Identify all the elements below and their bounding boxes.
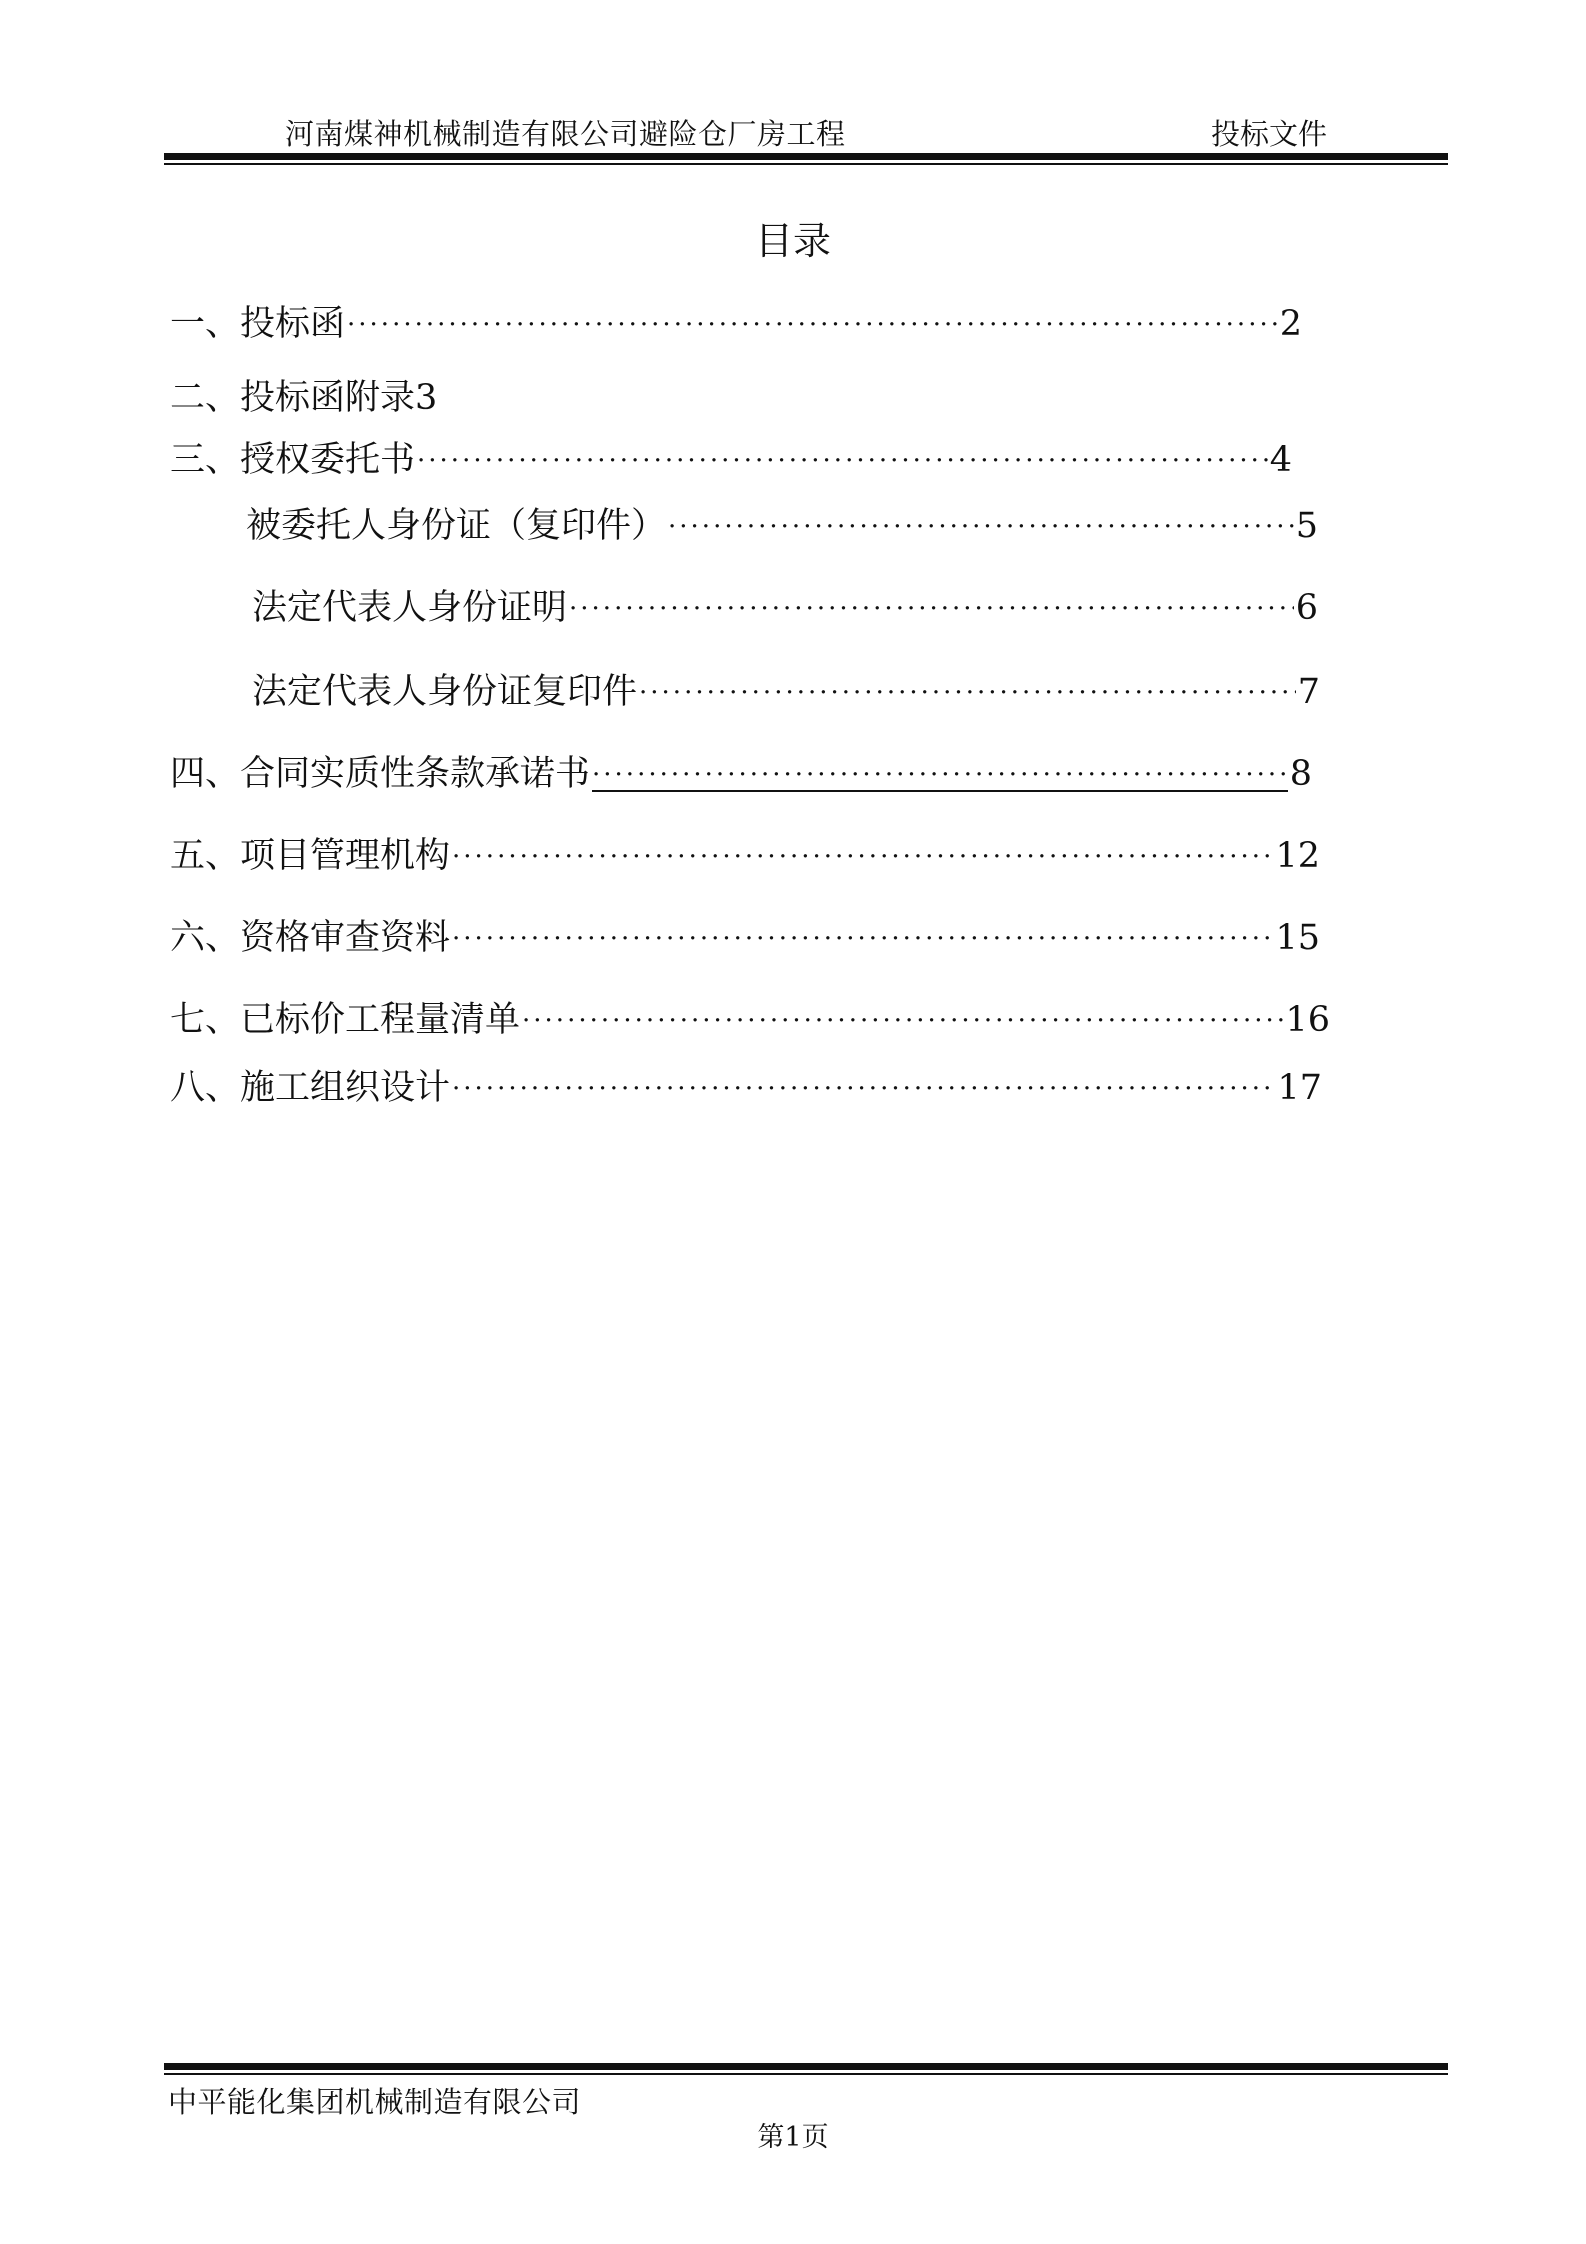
- toc-entry-label: 三、授权委托书: [170, 440, 416, 480]
- toc-entry[interactable]: [246, 498, 1318, 548]
- toc-entry-page: 5: [1295, 506, 1318, 546]
- toc-leader-dots: [452, 1074, 1275, 1104]
- toc-entry[interactable]: [252, 664, 1320, 714]
- toc-leader-dots: [569, 594, 1294, 624]
- toc-entry-label: 二、投标函附录3: [170, 378, 438, 418]
- toc-entry-label: 七、已标价工程量清单: [170, 1000, 521, 1040]
- footer-rule-thin: [164, 2073, 1448, 2075]
- footer-page-number: 第1页: [757, 2122, 829, 2153]
- toc-leader-dots: [417, 446, 1268, 476]
- toc-entry-page: 7: [1297, 672, 1320, 712]
- toc-entry-label: 法定代表人身份证复印件: [252, 672, 638, 712]
- header-project-title: 河南煤神机械制造有限公司避险仓厂房工程: [285, 117, 846, 151]
- toc-entry[interactable]: [170, 992, 1330, 1042]
- toc-entry[interactable]: [170, 1060, 1322, 1110]
- toc-entry[interactable]: [252, 580, 1318, 630]
- toc-entry-page: 6: [1295, 588, 1318, 628]
- toc-entry-label: 一、投标函: [170, 304, 346, 344]
- toc-title: 目录: [754, 219, 831, 263]
- toc-entry-page: 4: [1269, 440, 1292, 480]
- toc-leader-dots: [592, 760, 1288, 792]
- toc-entry-label: 被委托人身份证（复印件）: [246, 506, 667, 546]
- toc-entry-page: 2: [1279, 304, 1302, 344]
- toc-entry[interactable]: [170, 828, 1320, 878]
- toc-leader-dots: [452, 924, 1273, 954]
- toc-entry[interactable]: [170, 370, 770, 420]
- toc-entry-label: 八、施工组织设计: [170, 1068, 451, 1108]
- header-rule-thick: [164, 153, 1448, 160]
- toc-entry[interactable]: [170, 910, 1320, 960]
- toc-entry-label: 四、合同实质性条款承诺书: [170, 754, 591, 794]
- toc-entry-page: 15: [1275, 918, 1320, 958]
- toc-leader-dots: [347, 310, 1278, 340]
- header-doc-type: 投标文件: [1211, 117, 1328, 151]
- toc-entry-page: 16: [1285, 1000, 1330, 1040]
- toc-leader-dots: [522, 1006, 1283, 1036]
- toc-entry[interactable]: [170, 746, 1312, 796]
- toc-entry-page: 12: [1275, 836, 1320, 876]
- toc-entry-page: 17: [1277, 1068, 1322, 1108]
- toc-entry-page: 8: [1289, 754, 1312, 794]
- toc-leader-dots: [668, 512, 1294, 542]
- toc-leader-dots: [639, 678, 1296, 708]
- toc-entry[interactable]: [170, 432, 1292, 482]
- toc-entry-label: 六、资格审查资料: [170, 918, 451, 958]
- toc-entry-label: 法定代表人身份证明: [252, 588, 568, 628]
- footer-rule-thick: [164, 2063, 1448, 2070]
- header-rule-thin: [164, 163, 1448, 165]
- toc-entry-label: 五、项目管理机构: [170, 836, 451, 876]
- footer-company: 中平能化集团机械制造有限公司: [168, 2085, 582, 2119]
- toc-leader-dots: [452, 842, 1273, 872]
- toc-entry[interactable]: [170, 296, 1302, 346]
